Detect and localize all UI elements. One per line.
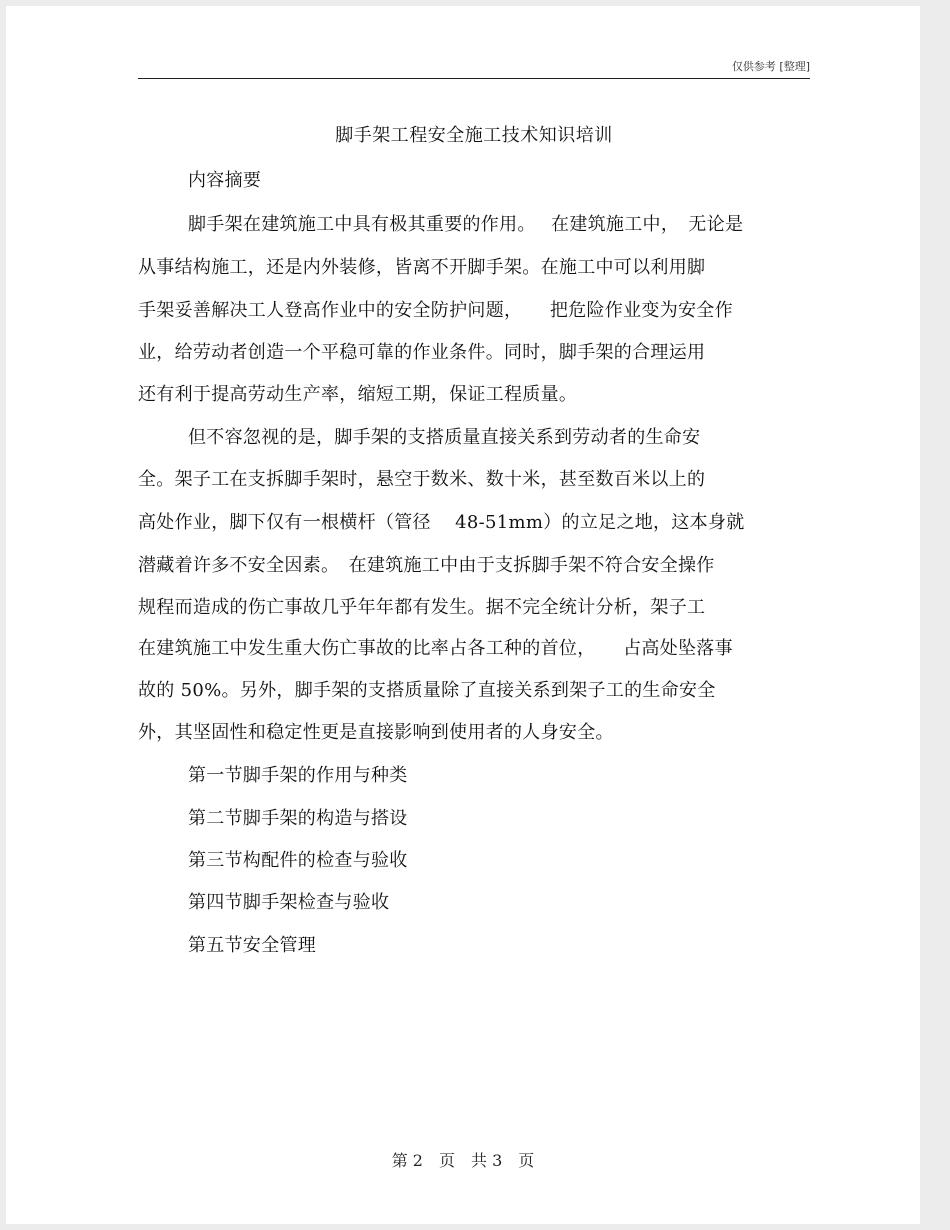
paragraph-line: 高处作业，脚下仅有一根横杆（管径 48-51mm）的立足之地，这本身就 (138, 512, 745, 533)
paragraph-line: 从事结构施工，还是内外装修，皆离不开脚手架。在施工中可以利用脚 (138, 257, 706, 278)
paragraph-line: 手架妥善解决工人登高作业中的安全防护问题， 把危险作业变为安全作 (138, 300, 733, 321)
paragraph-line: 全。架子工在支拆脚手架时，悬空于数米、数十米，甚至数百米以上的 (138, 469, 706, 490)
section-item: 第五节安全管理 (188, 935, 317, 956)
section-item: 第四节脚手架检查与验收 (188, 892, 390, 913)
page-header (138, 56, 810, 79)
page-footer: 第 2 页 共 3 页 (391, 1151, 535, 1170)
paragraph-line: 业，给劳动者创造一个平稳可靠的作业条件。同时，脚手架的合理运用 (138, 342, 706, 363)
header-note: 仅供参考 [整理] (731, 60, 810, 73)
abstract-heading: 内容摘要 (188, 170, 262, 191)
paragraph-line: 规程而造成的伤亡事故几乎年年都有发生。据不完全统计分析，架子工 (138, 597, 706, 618)
paragraph-line: 故的 50%。另外，脚手架的支搭质量除了直接关系到架子工的生命安全 (138, 680, 716, 701)
paragraph-line: 在建筑施工中发生重大伤亡事故的比率占各工种的首位， 占高处坠落事 (138, 638, 733, 659)
document-page (6, 6, 920, 1224)
section-item: 第一节脚手架的作用与种类 (188, 765, 408, 786)
document-title: 脚手架工程安全施工技术知识培训 (335, 125, 613, 146)
paragraph-line: 外，其坚固性和稳定性更是直接影响到使用者的人身安全。 (138, 722, 614, 743)
paragraph-line: 脚手架在建筑施工中具有极其重要的作用。 在建筑施工中， 无论是 (188, 214, 744, 235)
paragraph-line: 还有利于提高劳动生产率，缩短工期，保证工程质量。 (138, 384, 578, 405)
paragraph-line: 潜藏着许多不安全因素。 在建筑施工中由于支拆脚手架不符合安全操作 (138, 555, 715, 576)
section-item: 第三节构配件的检查与验收 (188, 850, 408, 871)
section-item: 第二节脚手架的构造与搭设 (188, 808, 408, 829)
paragraph-line: 但不容忽视的是，脚手架的支搭质量直接关系到劳动者的生命安 (188, 427, 701, 448)
